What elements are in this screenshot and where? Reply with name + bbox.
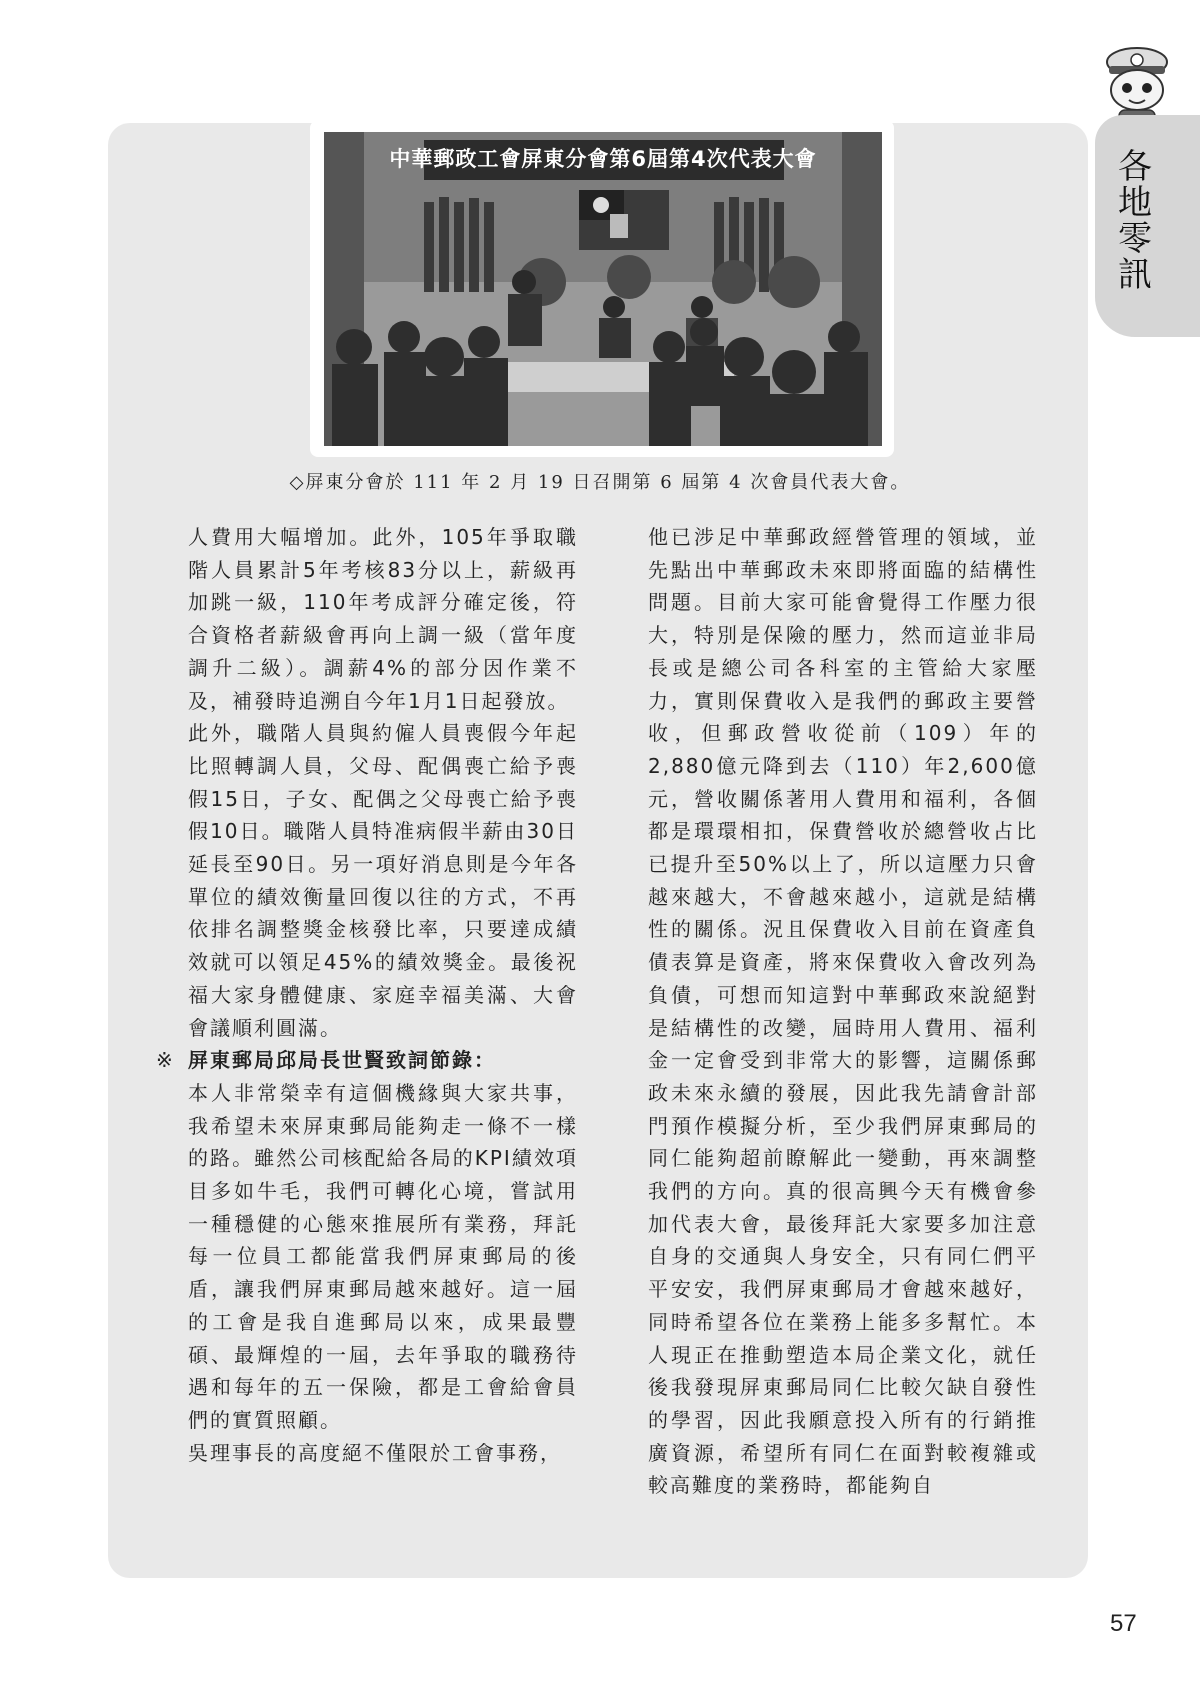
section-tab-label (1110, 147, 1160, 295)
right-column (648, 521, 1038, 1502)
section-tab-char: 訊 (1118, 255, 1152, 295)
section-tab-char: 各 (1118, 147, 1152, 187)
paragraph: 他已涉足中華郵政經營管理的領域，並先點出中華郵政未來即將面臨的結構性問題。目前大家可能會覺得工作壓力很大，特別是保險的壓力，然而這並非局長或是總公司各科室的主管給大家壓力，實則保費收入是我們的郵政主要營收，但郵政營收從前（109）年的2,880億元降到去（110）年2,600億元，營收關係著用人費用和福利，各個都是環環相扣，保費營收於總營收占比已提升至50%以上了，所以這壓力只會越來越大，不會越來越小，這就是結構性的關係。況且保費收入目前在資產負債表算是資產，將來保費收入會改列為負債，可想而知這對中華郵政來說絕對是結構性的改變，屆時用人費用、福利金一定會受到非常大的影響，這關係郵政未來永續的發展，因此我先請會計部門預作模擬分析，至少我們屏東郵局的同仁能夠超前瞭解此一變動，再來調整我們的方向。真的很高興今天有機會參加代表大會，最後拜託大家要多加注意自身的交通與人身安全，只有同仁們平平安安，我們屏東郵局才會越來越好，同時希望各位在業務上能多多幫忙。本人現正在推動塑造本局企業文化，就任後我發現屏東郵局同仁比較欠缺自發性的學習，因此我願意投入所有的行銷推廣資源，希望所有同仁在面對較複雜或較高難度的業務時，都能夠自 (648, 525, 1038, 1498)
meeting-photo-illustration (324, 132, 882, 446)
photo-caption: ◇屏東分會於 111 年 2 月 19 日召開第 6 屆第 4 次會員代表大會。 (289, 472, 911, 493)
section-tab-char: 零 (1118, 219, 1152, 259)
paragraph: 吳理事長的高度絕不僅限於工會事務， (188, 1440, 562, 1465)
reference-mark-icon: ※ (156, 1048, 175, 1073)
speech-heading (156, 1044, 578, 1077)
meeting-banner-text: 中華郵政工會屏東分會第6屆第4次代表大會 (389, 147, 817, 171)
left-column (156, 521, 578, 1469)
paragraph: 本人非常榮幸有這個機緣與大家共事，我希望未來屏東郵局能夠走一條不一樣的路。雖然公司核配給各局的KPI績效項目多如牛毛，我們可轉化心境，嘗試用一種穩健的心態來推展所有業務，拜託每一位員工都能當我們屏東郵局的後盾，讓我們屏東郵局越來越好。這一屆的工會是我自進郵局以來，成果最豐碩、最輝煌的一屆，去年爭取的職務待遇和每年的五一保險，都是工會給會員們的實質照顧。 (188, 1080, 578, 1432)
speech-heading-text: 屏東郵局邱局長世賢致詞節錄： (188, 1048, 496, 1073)
paragraph: 此外，職階人員與約僱人員喪假今年起比照轉調人員，父母、配偶喪亡給予喪假15日，子女、配偶之父母喪亡給予喪假10日。職階人員特准病假半薪由30日延長至90日。另一項好消息則是今年各單位的績效衡量回復以往的方式，不再依排名調整獎金核發比率，只要達成績效就可以領足45%的績效獎金。最後祝福大家身體健康、家庭幸福美滿、大會會議順利圓滿。 (188, 721, 578, 1040)
paragraph: 人費用大幅增加。此外，105年爭取職階人員累計5年考核83分以上，薪級再加跳一級，110年考成評分確定後，符合資格者薪級會再向上調一級（當年度調升二級）。調薪4%的部分因作業不及，補發時追溯自今年1月1日起發放。 (188, 525, 578, 713)
section-tab-char: 地 (1118, 183, 1152, 223)
meeting-photo (324, 132, 882, 446)
page-number: 57 (1110, 1610, 1137, 1637)
